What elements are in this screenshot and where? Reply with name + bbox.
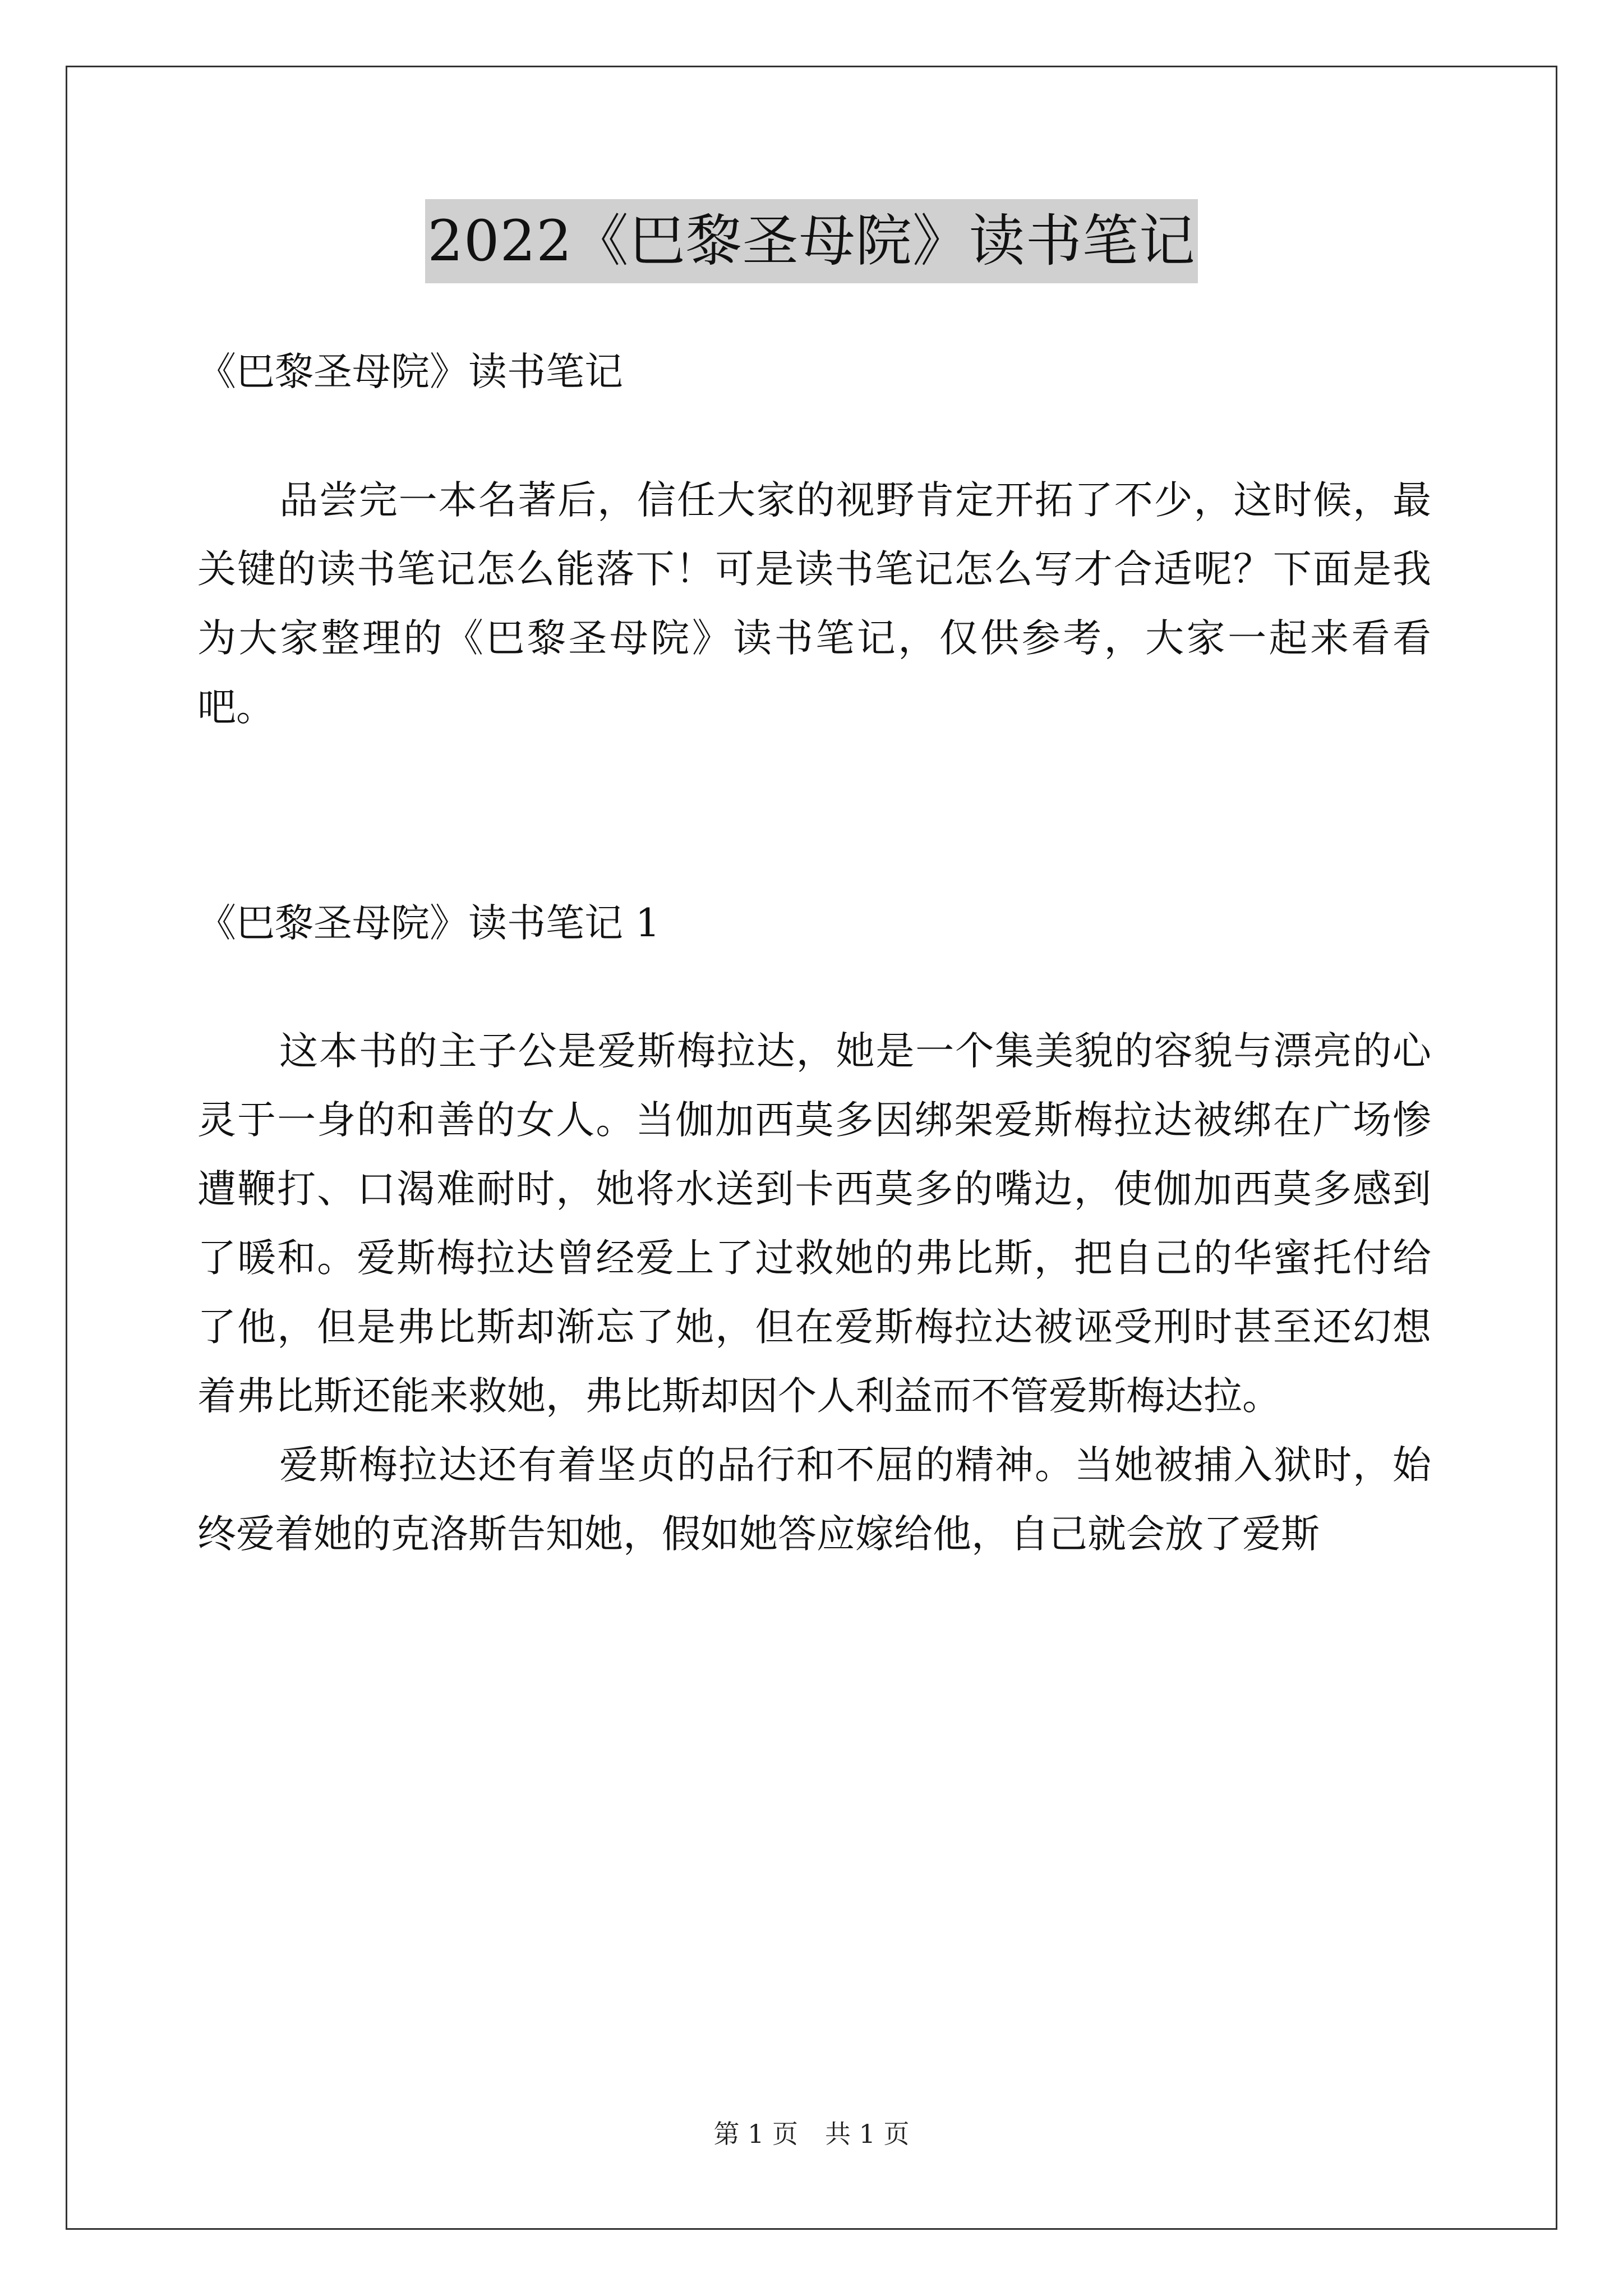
body-paragraph: 这本书的主子公是爱斯梅拉达，她是一个集美貌的容貌与漂亮的心灵于一身的和善的女人。当伽加西莫多因绑架爱斯梅拉达被绑在广场惨遭鞭打、口渴难耐时，她将水送到卡西莫多的嘴边，使伽加西莫多感到了暖和。爱斯梅拉达曾经爱上了过救她的弗比斯，把自己的华蜜托付给了他，但是弗比斯却渐忘了她，但在爱斯梅拉达被诬受刑时甚至还幻想着弗比斯还能来救她，弗比斯却因个人利益而不管爱斯梅达拉。 (197, 1029, 1431, 1419)
page-total: 共 1 页 (825, 2119, 910, 2149)
document-body (197, 338, 1431, 1569)
intro-paragraph: 品尝完一本名著后，信任大家的视野肯定开拓了不少，这时候，最关键的读书笔记怎么能落下！可是读书笔记怎么写才合适呢？下面是我为大家整理的《巴黎圣母院》读书笔记，仅供参考，大家一起来看看吧。 (197, 478, 1431, 730)
body-paragraph: 爱斯梅拉达还有着坚贞的品行和不屈的精神。当她被捕入狱时，始终爱着她的克洛斯告知她，假如她答应嫁给他，自己就会放了爱斯 (197, 1443, 1431, 1557)
section-heading: 《巴黎圣母院》读书笔记 1 (197, 901, 660, 946)
page-number: 第 1 页 (713, 2119, 798, 2149)
title-container (0, 199, 1623, 283)
page-footer (0, 2117, 1623, 2151)
document-title: 2022《巴黎圣母院》读书笔记 (425, 199, 1198, 283)
document-subtitle: 《巴黎圣母院》读书笔记 (197, 349, 623, 394)
